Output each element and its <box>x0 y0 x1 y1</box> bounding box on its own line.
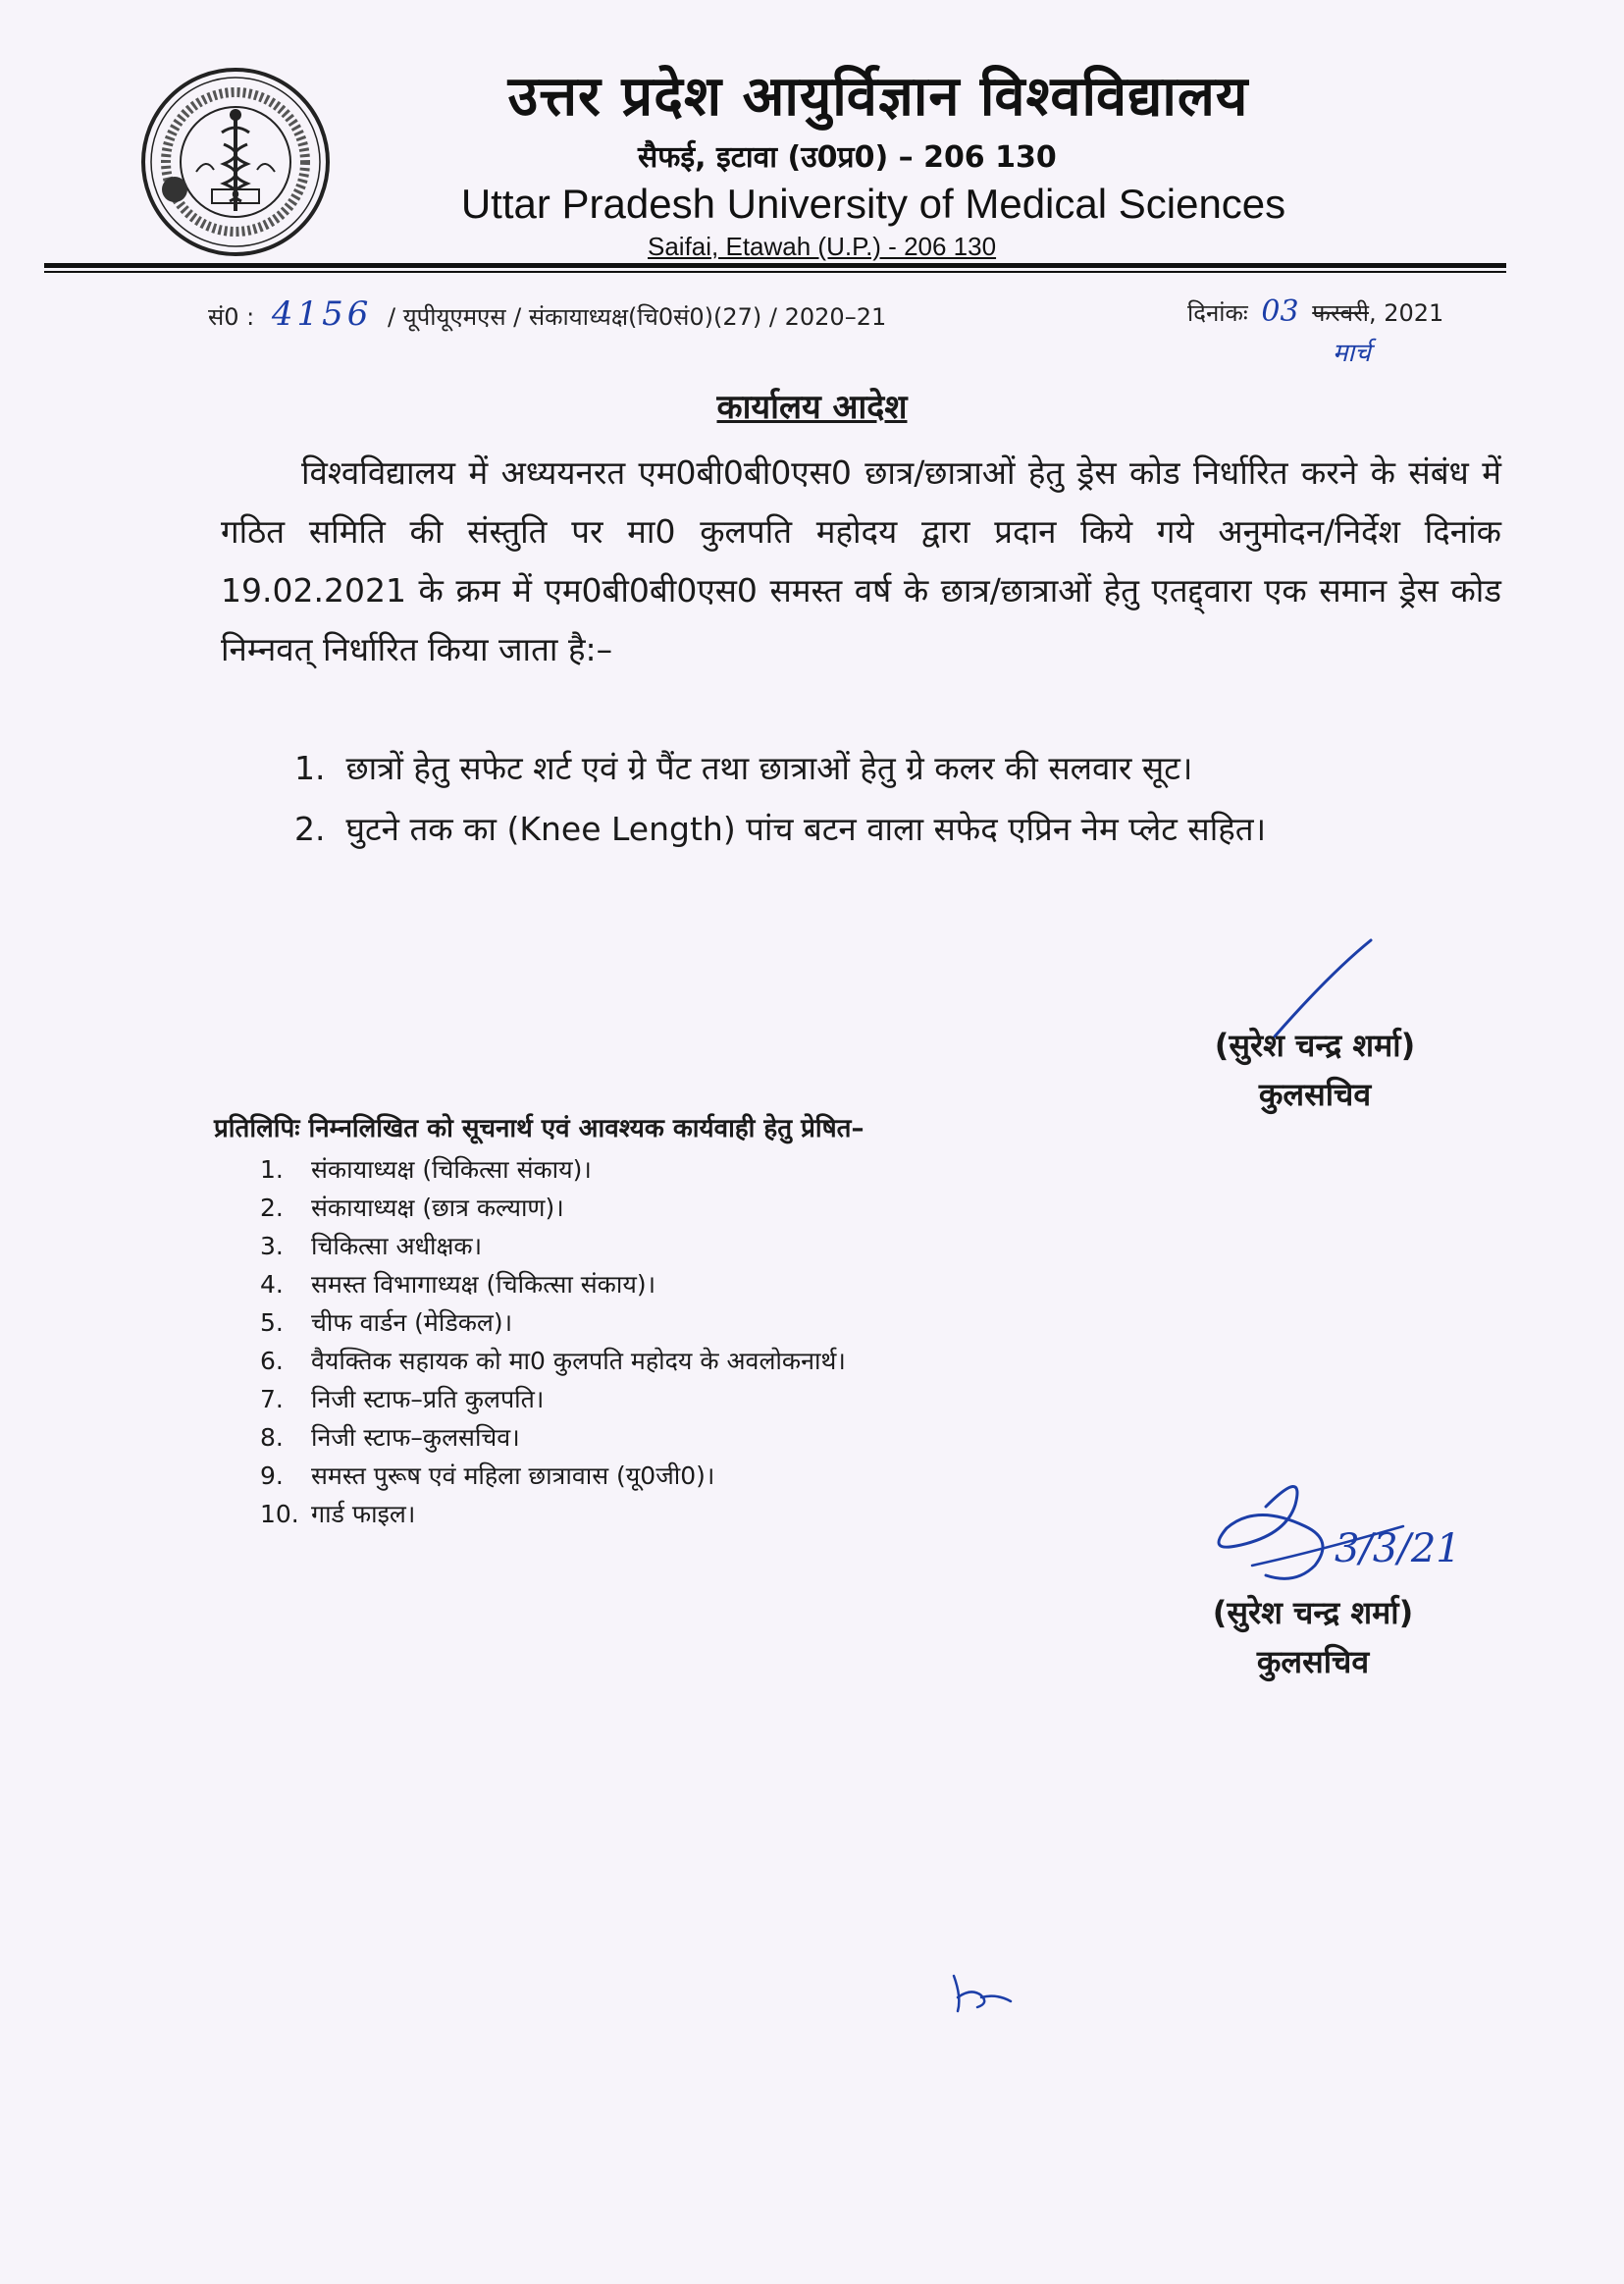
copy-to-item <box>260 1457 846 1495</box>
order-title-text: कार्यालय आदेश <box>716 388 908 427</box>
copy-to-item-number: 9. <box>260 1461 284 1490</box>
copy-to-item-number: 4. <box>260 1270 284 1299</box>
reference-handwritten-number: 4156 <box>271 294 373 334</box>
copy-to-item-text: चीफ वार्डन (मेडिकल)। <box>311 1308 513 1337</box>
handwritten-initial-mark <box>942 1968 1021 2017</box>
copy-to-item <box>260 1342 846 1380</box>
date-label: दिनांकः <box>1187 299 1248 327</box>
svg-text:3/3/21: 3/3/21 <box>1335 1526 1461 1571</box>
handwritten-signature <box>1197 1467 1492 1605</box>
copy-to-item-number: 1. <box>260 1155 284 1184</box>
copy-to-list <box>260 1150 846 1533</box>
copy-to-item-text: वैयक्तिक सहायक को मा0 कुलपति महोदय के अवलोकनार्थ। <box>311 1347 846 1375</box>
dress-code-item-text: घुटने तक का (Knee Length) पांच बटन वाला सफेद एप्रिन नेम प्लेट सहित। <box>345 810 1267 848</box>
dress-code-item-number: 1. <box>294 749 326 787</box>
university-name-english: Uttar Pradesh University of Medical Sciences <box>460 181 1286 227</box>
copy-to-item <box>260 1189 846 1227</box>
copy-to-item <box>260 1227 846 1265</box>
copy-to-item-text: गार्ड फाइल। <box>311 1500 416 1528</box>
signatory-block-bottom <box>1156 1588 1470 1686</box>
signatory-designation: कुलसचिव <box>1258 1076 1372 1113</box>
copy-to-item-text: चिकित्सा अधीक्षक। <box>311 1232 483 1260</box>
copy-to-item-number: 6. <box>260 1347 284 1375</box>
signatory-designation: कुलसचिव <box>1256 1643 1370 1680</box>
copy-to-item-text: समस्त विभागाध्यक्ष (चिकित्सा संकाय)। <box>311 1270 656 1299</box>
copy-to-item <box>260 1418 846 1457</box>
copy-to-item-text: निजी स्टाफ–कुलसचिव। <box>311 1423 520 1452</box>
copy-to-item <box>260 1150 846 1189</box>
copy-to-item-number: 7. <box>260 1385 284 1413</box>
copy-to-item-number: 3. <box>260 1232 284 1260</box>
copy-to-item-text: निजी स्टाफ–प्रति कुलपति। <box>311 1385 545 1413</box>
dress-code-item-text: छात्रों हेतु सफेट शर्ट एवं ग्रे पैंट तथा छात्राओं हेतु ग्रे कलर की सलवार सूट। <box>345 749 1193 787</box>
dress-code-item <box>294 799 1521 860</box>
dress-code-item-number: 2. <box>294 810 326 848</box>
date-year: , 2021 <box>1368 299 1444 327</box>
copy-to-item-number: 10. <box>260 1500 299 1528</box>
date-handwritten-month-correction: मार्च <box>1333 339 1371 368</box>
dress-code-list <box>294 738 1521 860</box>
copy-to-item-number: 2. <box>260 1194 284 1222</box>
reference-number-line <box>208 294 886 334</box>
order-body-paragraph: विश्वविद्यालय में अध्ययनरत एम0बी0बी0एस0 छात्र/छात्राओं हेतु ड्रेस कोड निर्धारित करने के संबंध में गठित समिति की संस्तुति पर मा0 कुलपति महोदय द्वारा प्रदान किये गये अनुमोदन/निर्देश दिनांक 19.02.2021 के क्रम में एम0बी0बी0एस0 समस्त वर्ष के छात्र/छात्राओं हेतु एतद्द्वारा एक समान ड्रेस कोड निम्नवत् निर्धारित किया जाता है:– <box>221 453 1501 668</box>
reference-prefix: सं0 : <box>208 303 255 331</box>
university-name-hindi: उत्तर प्रदेश आयुर्विज्ञान विश्वविद्यालय <box>507 65 1249 129</box>
copy-to-item <box>260 1380 846 1418</box>
copy-to-item-number: 5. <box>260 1308 284 1337</box>
university-address-hindi: सैफई, इटावा (उ0प्र0) – 206 130 <box>638 140 1057 175</box>
copy-to-item <box>260 1495 846 1533</box>
date-handwritten-day: 03 <box>1261 294 1299 329</box>
copy-to-item-text: समस्त पुरूष एवं महिला छात्रावास (यू0जी0)। <box>311 1461 715 1490</box>
copy-to-item-number: 8. <box>260 1423 284 1452</box>
signatory-name: (सुरेश चन्द्र शर्मा) <box>1212 1594 1414 1631</box>
signatory-block-top <box>1158 1021 1472 1119</box>
university-seal-logo <box>137 64 334 260</box>
reference-suffix: / यूपीयूएमएस / संकायाध्यक्ष(चि0सं0)(27) / 2020–21 <box>388 303 887 331</box>
copy-to-heading: प्रतिलिपिः निम्नलिखित को सूचनार्थ एवं आवश्यक कार्यवाही हेतु प्रेषित– <box>214 1114 864 1143</box>
signatory-name: (सुरेश चन्द्र शर्मा) <box>1214 1027 1416 1064</box>
order-title <box>0 383 1624 428</box>
copy-to-item-text: संकायाध्यक्ष (चिकित्सा संकाय)। <box>311 1155 592 1184</box>
letterhead-divider-thin <box>44 271 1506 273</box>
copy-to-item-text: संकायाध्यक्ष (छात्र कल्याण)। <box>311 1194 564 1222</box>
date-line <box>1187 294 1443 329</box>
dress-code-item <box>294 738 1521 799</box>
copy-to-item <box>260 1303 846 1342</box>
letterhead-divider-thick <box>44 263 1506 268</box>
university-address-english: Saifai, Etawah (U.P.) - 206 130 <box>648 232 997 261</box>
date-struck-month: फरवरी <box>1312 299 1369 327</box>
copy-to-item <box>260 1265 846 1303</box>
